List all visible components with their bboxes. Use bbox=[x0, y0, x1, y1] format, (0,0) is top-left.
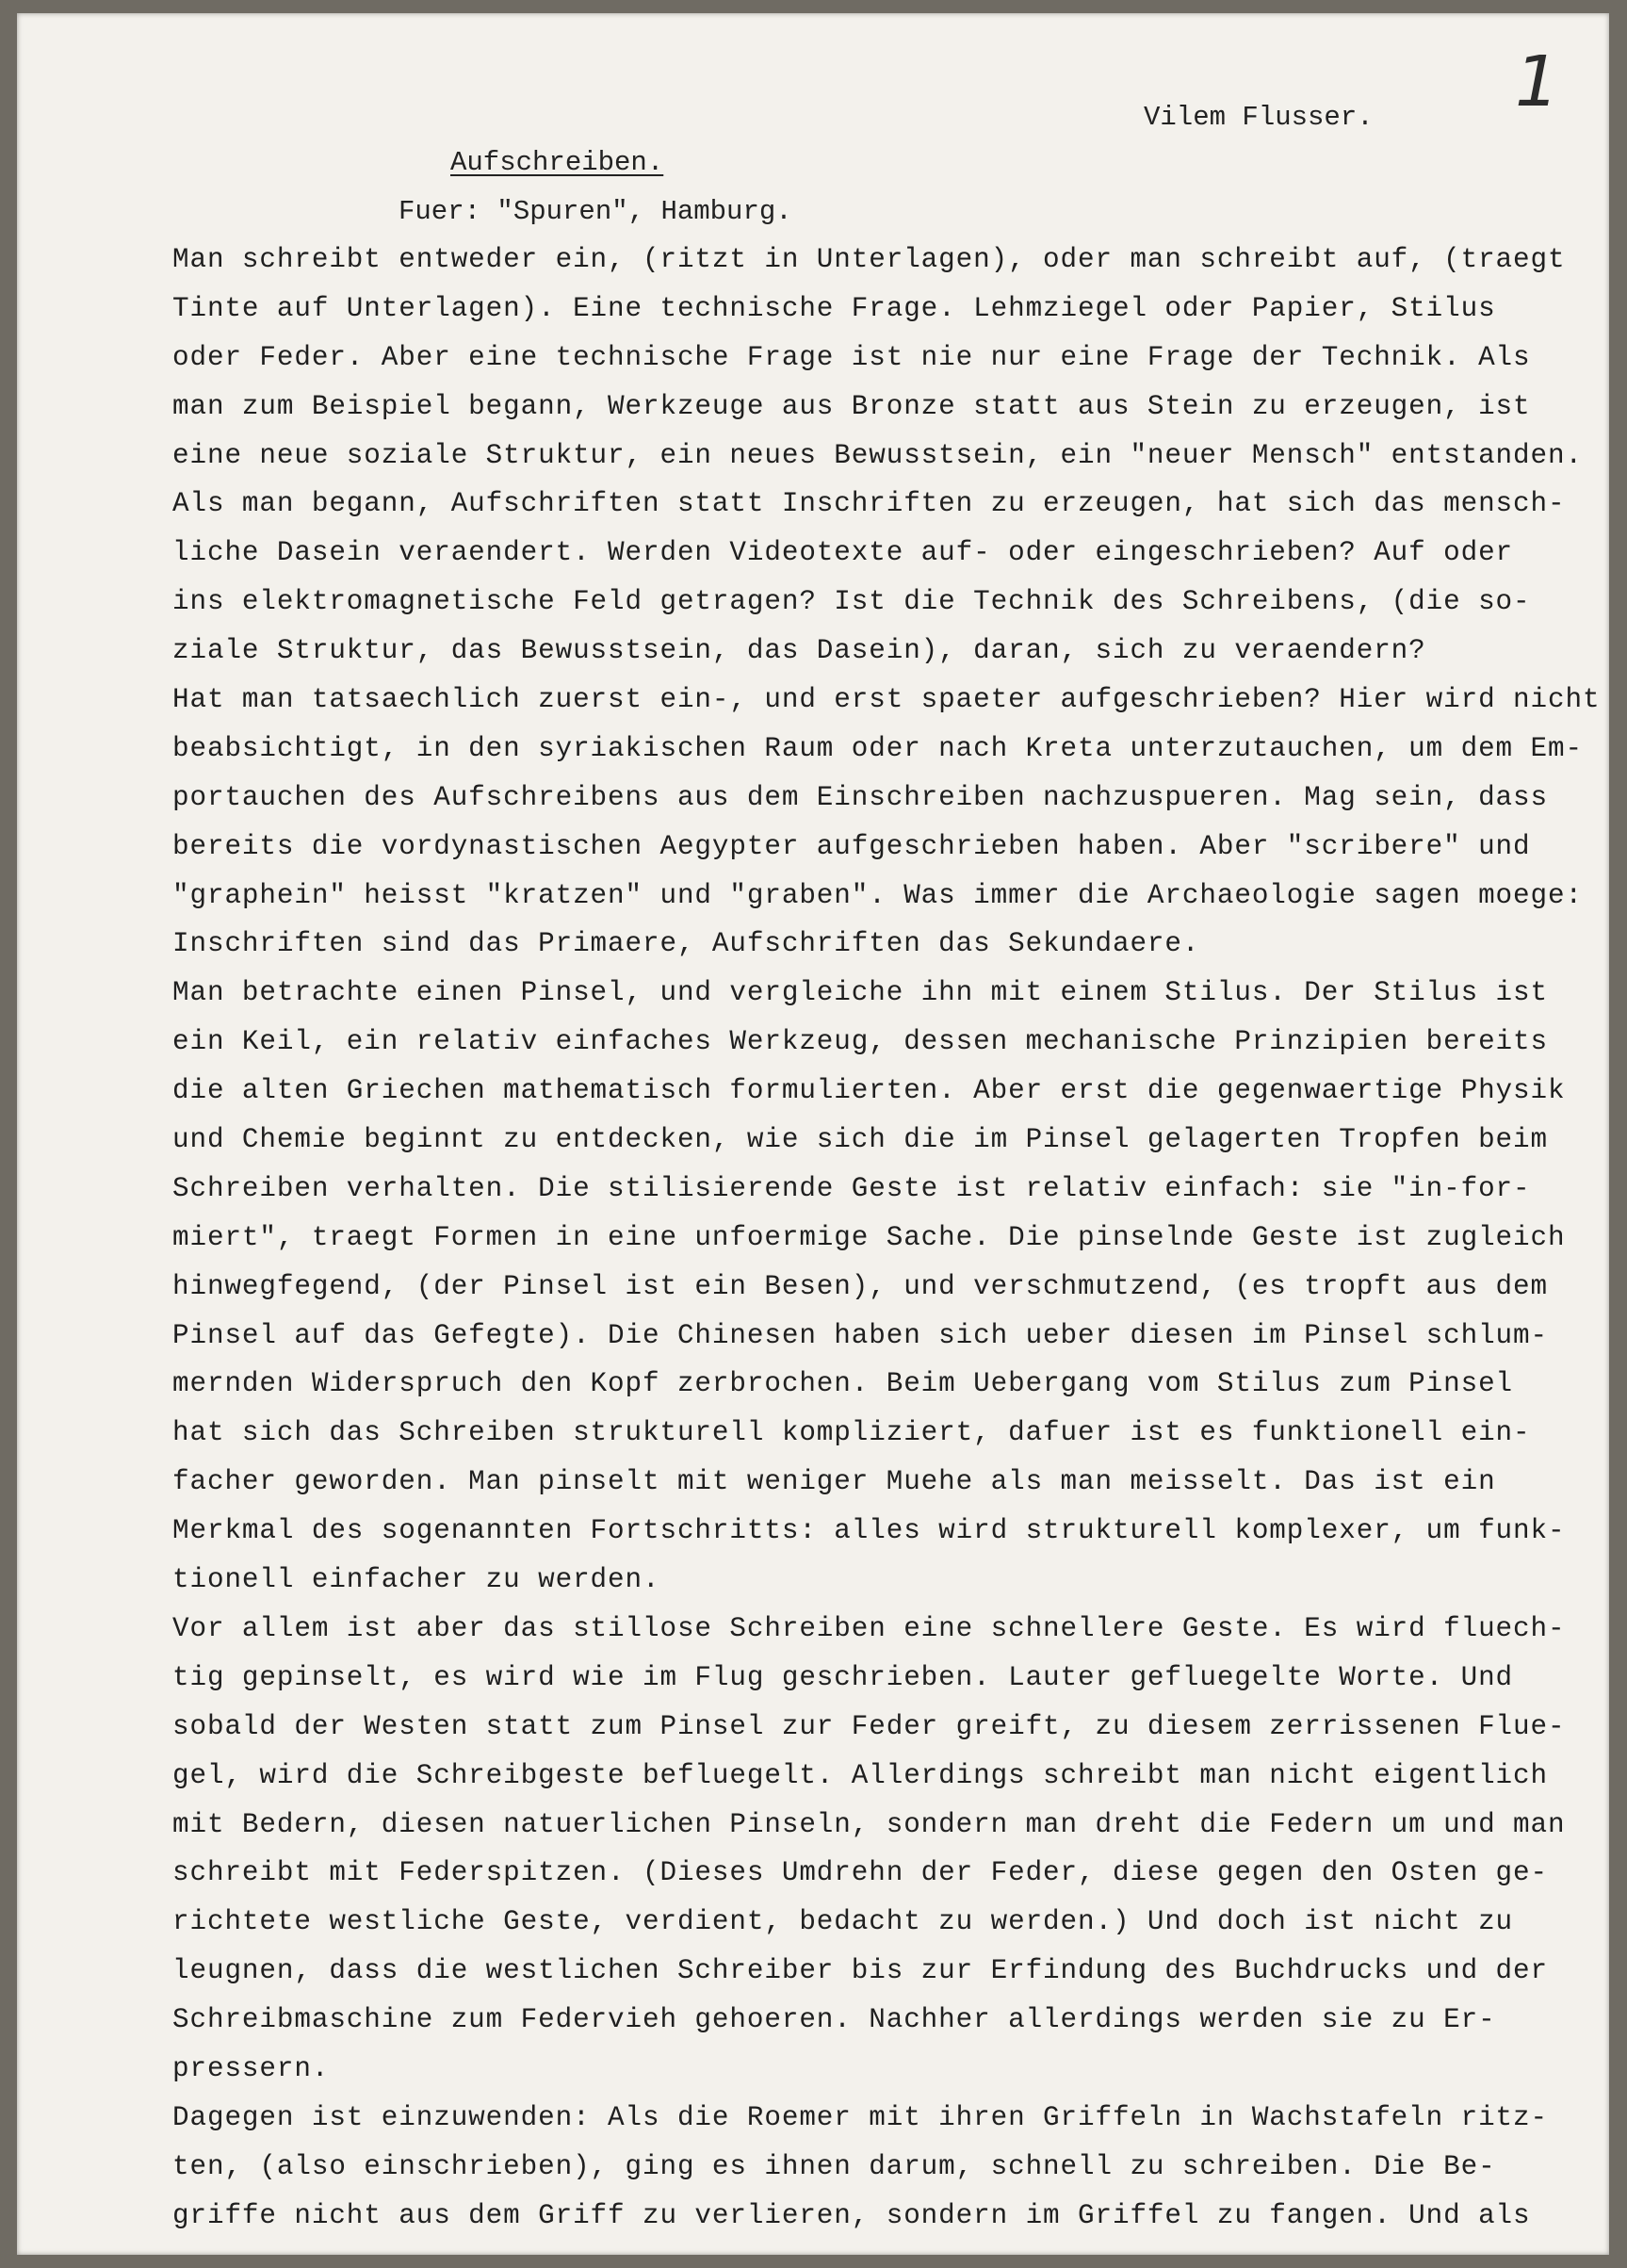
text-line: schreibt mit Federspitzen. (Dieses Umdrehn der Feder, diese gegen den Osten ge- bbox=[172, 1857, 1548, 1889]
text-line: richtete westliche Geste, verdient, bedacht zu werden.) Und doch ist nicht zu bbox=[172, 1906, 1514, 1938]
text-line: gel, wird die Schreibgeste befluegelt. Allerdings schreibt man nicht eigentlich bbox=[172, 1759, 1548, 1791]
text-line: ziale Struktur, das Bewusstsein, das Dasein), daran, sich zu veraendern? bbox=[172, 635, 1426, 667]
text-line: die alten Griechen mathematisch formulierten. Aber erst die gegenwaertige Physik bbox=[172, 1075, 1566, 1107]
text-line: Vor allem ist aber das stillose Schreiben eine schnellere Geste. Es wird fluech- bbox=[172, 1612, 1566, 1644]
text-line: man zum Beispiel begann, Werkzeuge aus Bronze statt aus Stein zu erzeugen, ist bbox=[172, 390, 1531, 422]
text-line: sobald der Westen statt zum Pinsel zur Feder greift, zu diesem zerrissenen Flue- bbox=[172, 1710, 1566, 1742]
text-line: liche Dasein veraendert. Werden Videotexte auf- oder eingeschrieben? Auf oder bbox=[172, 537, 1514, 569]
text-line: hat sich das Schreiben strukturell kompliziert, dafuer ist es funktionell ein- bbox=[172, 1417, 1531, 1449]
text-line: Dagegen ist einzuwenden: Als die Roemer mit ihren Griffeln in Wachstafeln ritz- bbox=[172, 2101, 1548, 2133]
text-line: Hat man tatsaechlich zuerst ein-, und erst spaeter aufgeschrieben? Hier wird nicht bbox=[172, 684, 1601, 716]
text-line: griffe nicht aus dem Griff zu verlieren, sondern im Griffel zu fangen. Und als bbox=[172, 2199, 1531, 2231]
text-line: pressern. bbox=[172, 2052, 330, 2084]
text-line: tionell einfacher zu werden. bbox=[172, 1564, 660, 1596]
text-line: beabsichtigt, in den syriakischen Raum oder nach Kreta unterzutauchen, um dem Em- bbox=[172, 732, 1583, 764]
text-line: mernden Widerspruch den Kopf zerbrochen. Beim Uebergang vom Stilus zum Pinsel bbox=[172, 1368, 1514, 1400]
text-line: Man betrachte einen Pinsel, und vergleiche ihn mit einem Stilus. Der Stilus ist bbox=[172, 977, 1548, 1009]
text-line: ein Keil, ein relativ einfaches Werkzeug, dessen mechanische Prinzipien bereits bbox=[172, 1026, 1548, 1058]
typewritten-page bbox=[17, 13, 1609, 2255]
text-line: Als man begann, Aufschriften statt Inschriften zu erzeugen, hat sich das mensch- bbox=[172, 488, 1566, 520]
text-line: "graphein" heisst "kratzen" und "graben". Was immer die Archaeologie sagen moege: bbox=[172, 879, 1583, 911]
text-line: bereits die vordynastischen Aegypter aufgeschrieben haben. Aber "scribere" und bbox=[172, 830, 1531, 862]
text-line: Man schreibt entweder ein, (ritzt in Unterlagen), oder man schreibt auf, (traegt bbox=[172, 244, 1566, 275]
text-line: Inschriften sind das Primaere, Aufschriften das Sekundaere. bbox=[172, 928, 1200, 960]
text-line: miert", traegt Formen in eine unfoermige Sache. Die pinselnde Geste ist zugleich bbox=[172, 1221, 1566, 1253]
text-line: mit Bedern, diesen natuerlichen Pinseln, sondern man dreht die Federn um und man bbox=[172, 1808, 1566, 1840]
text-line: Tinte auf Unterlagen). Eine technische Frage. Lehmziegel oder Papier, Stilus bbox=[172, 292, 1496, 324]
text-line: Schreiben verhalten. Die stilisierende Geste ist relativ einfach: sie "in-for- bbox=[172, 1172, 1531, 1204]
document-title: Aufschreiben. bbox=[450, 147, 664, 178]
text-line: Schreibmaschine zum Federvieh gehoeren. Nachher allerdings werden sie zu Er- bbox=[172, 2004, 1496, 2036]
text-line: Merkmal des sogenannten Fortschritts: alles wird strukturell komplexer, um funk- bbox=[172, 1515, 1566, 1547]
text-line: und Chemie beginnt zu entdecken, wie sich die im Pinsel gelagerten Tropfen beim bbox=[172, 1124, 1548, 1156]
text-line: portauchen des Aufschreibens aus dem Einschreiben nachzuspueren. Mag sein, dass bbox=[172, 781, 1548, 813]
author-name: Vilem Flusser. bbox=[1144, 102, 1374, 133]
document-subtitle: Fuer: "Spuren", Hamburg. bbox=[399, 196, 792, 227]
text-line: ten, (also einschrieben), ging es ihnen darum, schnell zu schreiben. Die Be- bbox=[172, 2150, 1496, 2182]
body-text bbox=[172, 236, 1601, 2241]
text-line: Pinsel auf das Gefegte). Die Chinesen haben sich ueber diesen im Pinsel schlum- bbox=[172, 1319, 1548, 1351]
text-line: leugnen, dass die westlichen Schreiber bis zur Erfindung des Buchdrucks und der bbox=[172, 1955, 1548, 1987]
text-line: eine neue soziale Struktur, ein neues Bewusstsein, ein "neuer Mensch" entstanden. bbox=[172, 439, 1583, 471]
text-line: oder Feder. Aber eine technische Frage ist nie nur eine Frage der Technik. Als bbox=[172, 341, 1531, 373]
text-line: tig gepinselt, es wird wie im Flug geschrieben. Lauter gefluegelte Worte. Und bbox=[172, 1661, 1514, 1693]
text-line: ins elektromagnetische Feld getragen? Ist die Technik des Schreibens, (die so- bbox=[172, 586, 1531, 618]
text-line: facher geworden. Man pinselt mit weniger Muehe als man meisselt. Das ist ein bbox=[172, 1466, 1496, 1498]
handwritten-page-number: 1 bbox=[1515, 41, 1560, 122]
text-line: hinwegfegend, (der Pinsel ist ein Besen), und verschmutzend, (es tropft aus dem bbox=[172, 1270, 1548, 1302]
